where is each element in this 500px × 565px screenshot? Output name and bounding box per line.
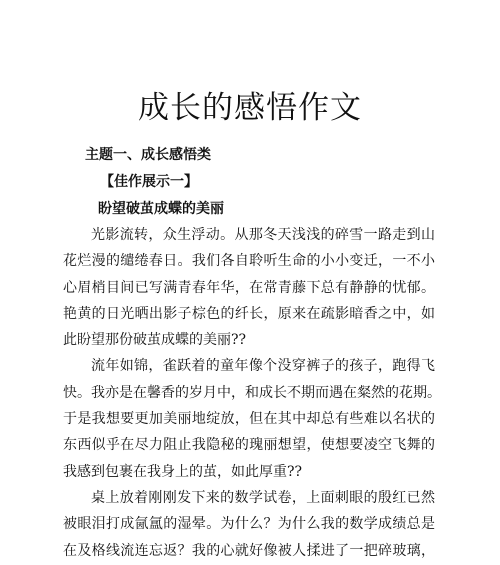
text-line: 我感到包裹在我身上的茧，如此厚重?? (63, 463, 303, 480)
example-heading: 【佳作展示一】 (100, 174, 198, 190)
text-line: 快。我亦是在馨香的岁月中，和成长不期而遇在粲然的花期。 (63, 384, 441, 401)
essay-paragraph (63, 485, 435, 564)
text-line: 花烂漫的缱绻春日。我们各自聆听生命的小小变迁，一不小 (63, 253, 435, 270)
essay-body (63, 222, 441, 564)
essay-paragraph (63, 222, 435, 353)
essay-title: 盼望破茧成蝶的美丽 (98, 201, 224, 217)
theme-heading: 主题一、成长感悟类 (85, 147, 211, 163)
text-line: 桌上放着刚刚发下来的数学试卷，上面刺眼的殷红已然 (91, 489, 435, 506)
text-line: 艳黄的日光晒出影子棕色的纤长，原来在疏影暗香之中，如 (63, 305, 435, 322)
document-title: 成长的感悟作文 (138, 90, 362, 126)
text-line: 流年如锦，雀跃着的童年像个没穿裤子的孩子，跑得飞 (91, 358, 435, 375)
text-line: 此盼望那份破茧成蝶的美丽?? (63, 332, 247, 349)
text-line: 东西似乎在尽力阻止我隐秘的瑰丽想望，使想要凌空飞舞的 (63, 437, 435, 454)
text-line: 光影流转，众生浮动。从那冬天浅浅的碎雪一路走到山 (91, 227, 435, 243)
text-line: 在及格线流连忘返？我的心就好像被人揉进了一把碎玻璃， (63, 542, 435, 559)
text-line: 心眉梢目间已写满青春年华，在常青藤下总有静静的忧郁。 (63, 279, 435, 296)
text-line: 于是我想要更加美丽地绽放，但在其中却总有些难以名状的 (63, 411, 435, 428)
text-line: 被眼泪打成氤氲的湿晕。为什么？为什么我的数学成绩总是 (63, 516, 435, 533)
essay-paragraph (63, 353, 441, 484)
